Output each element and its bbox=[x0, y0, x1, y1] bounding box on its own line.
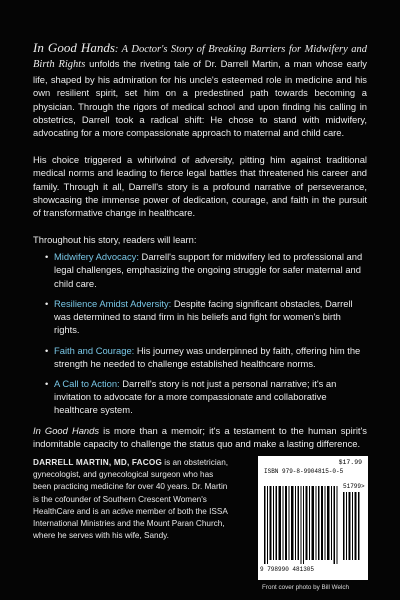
photo-credit: Front cover photo by Bill Welch bbox=[262, 584, 350, 591]
list-item-text: Darrell's support for midwifery led to professional and legal challenges, emphasizing the ongoing struggle for safer maternal and child care. bbox=[54, 251, 363, 289]
list-item-heading: Resilience Amidst Adversity: bbox=[54, 297, 172, 309]
list-item-text: His journey was underpinned by faith, offering him the strength he needed to challenge established healthcare norms. bbox=[54, 344, 361, 369]
list-item-heading: Faith and Courage: bbox=[54, 344, 135, 356]
author-name: DARRELL MARTIN, MD, FACOG bbox=[33, 458, 163, 467]
bullet-icon: • bbox=[45, 344, 49, 356]
closing-paragraph bbox=[33, 424, 367, 451]
bullet-icon: • bbox=[45, 251, 49, 263]
price-label: $17.99 bbox=[338, 459, 362, 466]
list-item-heading: A Call to Action: bbox=[54, 377, 120, 389]
list-item bbox=[45, 297, 367, 337]
isbn-label: ISBN 979-8-9904815-0-5 bbox=[264, 468, 344, 475]
list-intro: Throughout his story, readers will learn: bbox=[33, 233, 197, 245]
book-subtitle: A Doctor's Story of Breaking Barriers for Midwifery and Birth Rights bbox=[33, 44, 367, 71]
intro-paragraph bbox=[33, 41, 367, 140]
barcode-number: 9 798990 481305 bbox=[260, 566, 315, 573]
closing-book-title: In Good Hands bbox=[33, 424, 100, 436]
book-title: In Good Hands: A Doctor's Story of Breaking Barriers for Midwifery and Birth Rights bbox=[33, 40, 367, 71]
isbn-barcode bbox=[258, 456, 368, 580]
book-title-main: In Good Hands bbox=[33, 40, 115, 55]
list-item-heading: Midwifery Advocacy: bbox=[54, 251, 139, 263]
intro-text: unfolds the riveting tale of Dr. Darrell Martin, a man whose early life, shaped by his admiration for his uncle's esteemed role in medicine and his own resilient spirit, set him on a predestined path towards becoming a physician. Through the rigors of medical school and upon finding his calling in obstetrics, Darrell took a radical shift: He chose to stand with midwifery, advocating for a more compassionate approach to maternal and child care. bbox=[33, 58, 367, 139]
list-item-text: Despite facing significant obstacles, Darrell was determined to stand firm in his beliefs and fight for women's birth rights. bbox=[54, 297, 353, 336]
takeaways-list bbox=[33, 250, 367, 416]
list-item bbox=[45, 250, 367, 290]
list-item-text: Darrell's story is not just a personal narrative; it's an invitation to advocate for a more compassionate and collaborative healthcare system. bbox=[54, 377, 337, 416]
barcode-icon bbox=[264, 478, 365, 564]
list-item bbox=[45, 377, 367, 417]
closing-text: is more than a memoir; it's a testament to the human spirit's indomitable capacity to challenge the status quo and make a lasting difference. bbox=[33, 424, 367, 449]
price-code: 51799> bbox=[343, 483, 365, 490]
author-bio bbox=[33, 457, 231, 542]
list-item bbox=[45, 344, 367, 370]
second-paragraph: His choice triggered a whirlwind of adversity, pitting him against traditional medical norms and leading to fierce legal battles that threatened his career and family. Through it all, Darrell's story is a profound narrative of perseverance, showcasing the immense power of dedication, courage, and faith in the pursuit of transformative change in healthcare. bbox=[33, 153, 367, 219]
bullet-icon: • bbox=[45, 297, 49, 309]
author-bio-text: is an obstetrician, gynecologist, and gynecological surgeon who has been practicing medicine for over 40 years. Dr. Martin is the cofounder of Southern Crescent Women's HealthCare and is an active member of both the ISSA International Ministries and the Mount Paran Church, where he serves with his wife, Sandy. bbox=[33, 458, 229, 541]
bullet-icon: • bbox=[45, 377, 49, 389]
